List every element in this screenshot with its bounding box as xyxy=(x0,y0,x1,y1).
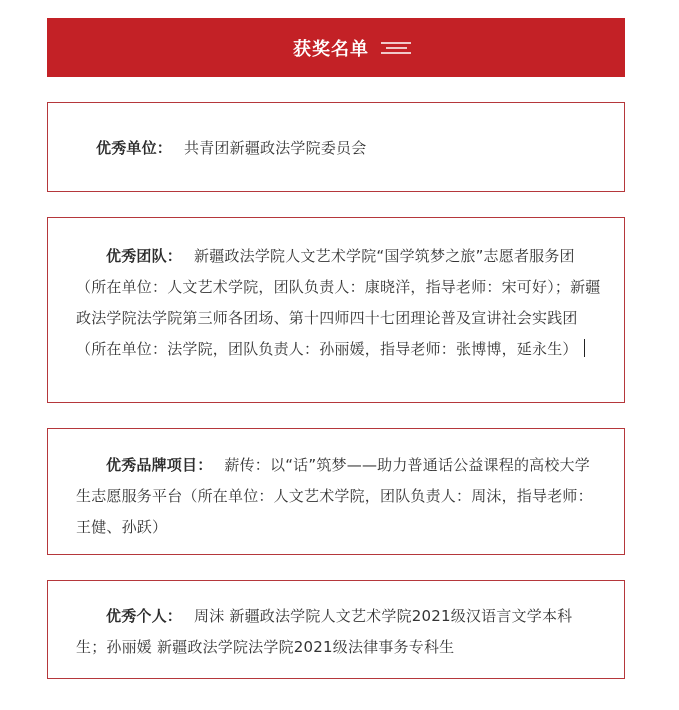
award-paragraph-individual xyxy=(48,581,624,663)
award-paragraph-unit xyxy=(48,103,624,164)
award-list-banner xyxy=(47,18,625,77)
award-card-team xyxy=(47,217,625,403)
award-label-team: 优秀团队： xyxy=(106,247,183,265)
banner-content xyxy=(293,35,413,61)
award-label-unit: 优秀单位： xyxy=(96,139,173,157)
award-text-brand: 薪传：以“话”筑梦——助力普通话公益课程的高校大学生志愿服务平台（所在单位：人文艺术学院，团队负责人：周沫，指导老师：王健、孙跃） xyxy=(76,456,593,536)
banner-title: 获奖名单 xyxy=(293,38,369,60)
award-text-team: 新疆政法学院人文艺术学院“国学筑梦之旅”志愿者服务团（所在单位：人文艺术学院，团队负责人：康晓洋，指导老师：宋可好）；新疆政法学院法学院第三师各团场、第十四师四十七团理论普及宣讲社会实践团（所在单位：法学院，团队负责人：孙丽媛，指导老师：张博博，延永生） xyxy=(76,247,601,358)
award-card-unit xyxy=(47,102,625,192)
award-text-unit: 共青团新疆政法学院委员会 xyxy=(184,139,367,157)
award-card-brand xyxy=(47,428,625,555)
award-label-brand: 优秀品牌项目： xyxy=(106,456,213,474)
text-cursor xyxy=(584,339,585,357)
award-paragraph-team xyxy=(48,218,624,365)
award-text-individual: 周沫 新疆政法学院人文艺术学院2021级汉语言文学本科生；孙丽媛 新疆政法学院法学院2021级法律事务专科生 xyxy=(76,607,573,656)
award-label-individual: 优秀个人： xyxy=(106,607,183,625)
award-paragraph-brand xyxy=(48,429,624,543)
decorative-lines-icon xyxy=(379,41,413,55)
award-card-individual xyxy=(47,580,625,679)
